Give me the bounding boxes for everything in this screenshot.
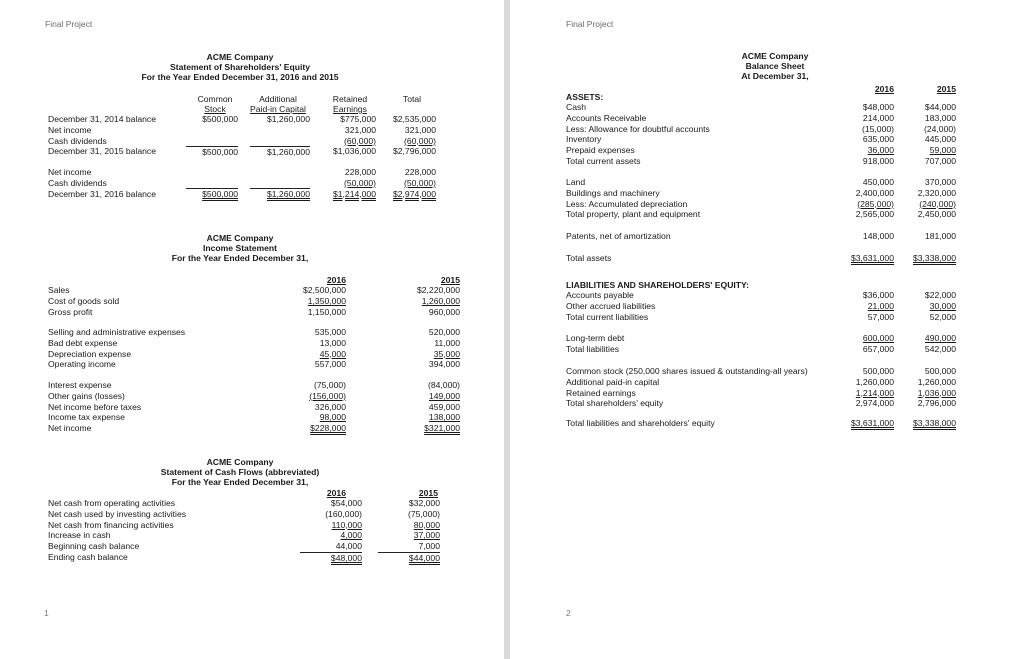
current-assets-2016: $48,000 214,000 (15,000) 635,000 36,000 918,000 bbox=[861, 102, 894, 166]
income-year-2016: 2016 bbox=[326, 275, 346, 285]
page-header: Final Project bbox=[566, 19, 614, 29]
income-2016-b: 535,000 13,000 45,000 557,000 bbox=[314, 327, 346, 370]
equity-col-retained: $775,000 321,000 (60,000) $1,036,000 bbox=[332, 114, 376, 157]
balance-title: Balance Sheet bbox=[745, 61, 805, 71]
page-2 bbox=[510, 0, 1024, 659]
col-header-apic: Additional Paid-in Capital bbox=[250, 94, 306, 114]
ppe-2015: 370,000 2,320,000 (240,000) 2,450,000 bbox=[917, 177, 956, 220]
balance-period: At December 31, bbox=[741, 71, 809, 81]
equity-col-apic-2016: $1,260,000 bbox=[250, 188, 310, 199]
equity-row-label: December 31, 2014 balance bbox=[48, 114, 156, 124]
equity-row-label: Cash dividends bbox=[48, 135, 107, 146]
cashflow-title: Statement of Cash Flows (abbreviated) bbox=[160, 467, 320, 477]
cashflow-company: ACME Company bbox=[206, 457, 274, 467]
total-le-2015: $3,338,000 bbox=[912, 418, 956, 428]
current-liab-labels: Accounts payable Other accrued liabilities Total current liabilities bbox=[566, 290, 656, 322]
equity-row-label: Net income bbox=[48, 124, 92, 135]
equity-row-label: Net income bbox=[48, 167, 92, 177]
patents-label: Patents, net of amortization bbox=[566, 231, 671, 241]
equity-title: Statement of Shareholders' Equity bbox=[169, 62, 311, 72]
income-2016-a: $2,500,000 1,350,000 1,150,000 bbox=[302, 285, 346, 317]
equity-row-label: December 31, 2015 balance bbox=[48, 146, 156, 157]
balance-year-2016: 2016 bbox=[874, 84, 894, 94]
equity-row-label: Cash dividends bbox=[48, 177, 107, 188]
income-2015-c: (84,000) 149,000 459,000 138,000 $321,000 bbox=[424, 380, 460, 434]
col-header-retained: Retained Earnings bbox=[332, 94, 368, 114]
cashflow-labels: Net cash from operating activities Net cash used by investing activities Net cash from financing activities Increase in cash Beginning cash balance Ending cash balance bbox=[48, 498, 187, 562]
equity-2016: 500,000 1,260,000 1,214,000 2,974,000 bbox=[855, 366, 894, 409]
page-1 bbox=[0, 0, 504, 659]
longterm-2016: 600,000 657,000 bbox=[862, 333, 894, 354]
total-assets-2015: $3,338,000 bbox=[912, 253, 956, 263]
current-assets-2015: $44,000 183,000 (24,000) 445,000 59,000 707,000 bbox=[923, 102, 956, 166]
income-period: For the Year Ended December 31, bbox=[171, 253, 309, 263]
income-labels-a: Sales Cost of goods sold Gross profit bbox=[48, 285, 120, 317]
equity-col-retained-2016: 228,000 (50,000) $1,214,000 bbox=[332, 167, 376, 199]
equity-col-total: $2,535,000 321,000 (60,000) $2,796,000 bbox=[392, 114, 436, 157]
cashflow-2015: $32,000 (75,000) 80,000 37,000 7,000 $44,000 bbox=[378, 498, 440, 563]
equity-col-common-2016: $500,000 bbox=[186, 188, 238, 199]
equity-labels-a bbox=[48, 114, 156, 157]
total-le-label: Total liabilities and shareholders' equity bbox=[566, 418, 715, 428]
equity-2015: 500,000 1,260,000 1,036,000 2,796,000 bbox=[917, 366, 956, 409]
col-header-total: Total bbox=[402, 94, 422, 104]
total-assets-2016: $3,631,000 bbox=[850, 253, 894, 263]
total-assets-label: Total assets bbox=[566, 253, 612, 263]
equity-col-total-2016: 228,000 (50,000) $2,974,000 bbox=[392, 167, 436, 199]
page-header: Final Project bbox=[45, 19, 93, 29]
total-le-2016: $3,631,000 bbox=[850, 418, 894, 428]
assets-heading: ASSETS: bbox=[566, 92, 604, 102]
income-2015-a: $2,220,000 1,260,000 960,000 bbox=[416, 285, 460, 317]
current-liab-2016: $36,000 21,000 57,000 bbox=[862, 290, 894, 322]
equity-row-label: December 31, 2016 balance bbox=[48, 188, 156, 199]
equity-labels: Common stock (250,000 shares issued & outstanding-all years) Additional paid-in capital Retained earnings Total shareholders' equity bbox=[566, 366, 808, 409]
income-labels-c: Interest expense Other gains (losses) Net income before taxes Income tax expense Net income bbox=[48, 380, 142, 434]
income-2016-c: (75,000) (156,000) 326,000 98,000 $228,000 bbox=[309, 380, 346, 434]
col-header-common: Common Stock bbox=[197, 94, 233, 114]
income-title: Income Statement bbox=[202, 243, 278, 253]
equity-labels-b bbox=[48, 167, 156, 199]
cashflow-period: For the Year Ended December 31, bbox=[171, 477, 309, 487]
income-company: ACME Company bbox=[206, 233, 274, 243]
liabilities-heading: LIABILITIES AND SHAREHOLDERS' EQUITY: bbox=[566, 280, 749, 290]
equity-company: ACME Company bbox=[206, 52, 274, 62]
longterm-2015: 490,000 542,000 bbox=[924, 333, 956, 354]
page-number: 1 bbox=[44, 608, 49, 618]
cashflow-2016: $54,000 (160,000) 110,000 4,000 44,000 $48,000 bbox=[300, 498, 362, 563]
ppe-labels: Land Buildings and machinery Less: Accumulated depreciation Total property, plant and equipment bbox=[566, 177, 701, 220]
current-liab-2015: $22,000 30,000 52,000 bbox=[924, 290, 956, 322]
income-labels-b: Selling and administrative expenses Bad debt expense Depreciation expense Operating income bbox=[48, 327, 186, 370]
balance-company: ACME Company bbox=[741, 51, 809, 61]
patents-2016: 148,000 bbox=[862, 231, 894, 241]
equity-col-common: $500,000 $500,000 bbox=[186, 114, 238, 157]
balance-year-2015: 2015 bbox=[936, 84, 956, 94]
equity-col-apic: $1,260,000 $1,260,000 bbox=[250, 114, 310, 157]
patents-2015: 181,000 bbox=[924, 231, 956, 241]
equity-period: For the Year Ended December 31, 2016 and 2015 bbox=[141, 72, 339, 82]
income-year-2015: 2015 bbox=[440, 275, 460, 285]
cashflow-year-2016: 2016 bbox=[326, 488, 346, 498]
page-number: 2 bbox=[566, 608, 571, 618]
income-2015-b: 520,000 11,000 35,000 394,000 bbox=[428, 327, 460, 370]
longterm-labels: Long-term debt Total liabilities bbox=[566, 333, 625, 354]
current-assets-labels: Cash Accounts Receivable Less: Allowance for doubtful accounts Inventory Prepaid expenses Total current assets bbox=[566, 102, 710, 166]
cashflow-year-2015: 2015 bbox=[418, 488, 438, 498]
ppe-2016: 450,000 2,400,000 (285,000) 2,565,000 bbox=[855, 177, 894, 220]
